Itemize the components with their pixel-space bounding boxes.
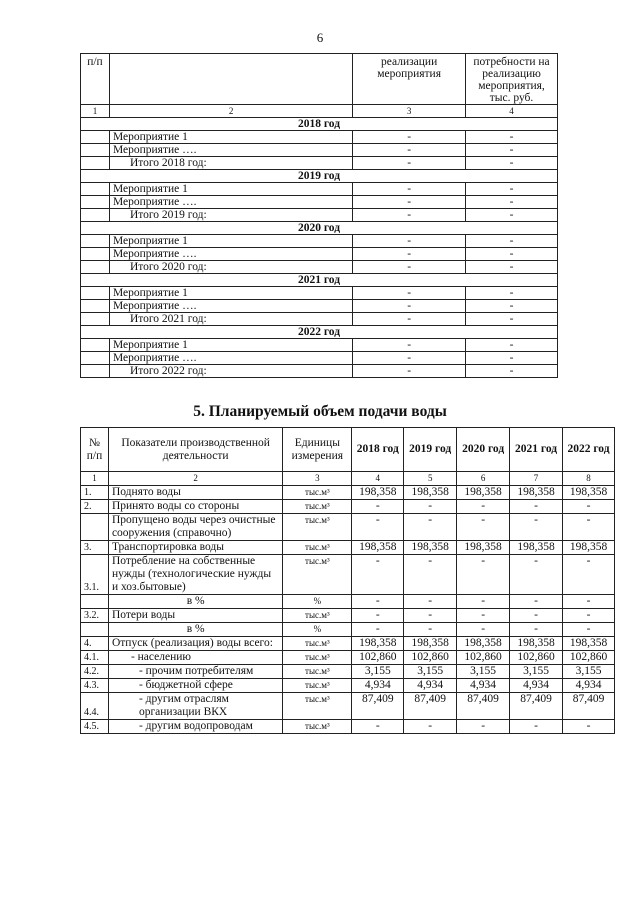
year-value: - xyxy=(563,720,615,734)
row-number xyxy=(81,595,109,609)
year-value: - xyxy=(352,720,404,734)
indicator-row xyxy=(81,595,615,609)
event-needs-value: - xyxy=(466,339,558,352)
indicator-row xyxy=(81,486,615,500)
year-value: - xyxy=(457,720,510,734)
indicator-name: Поднято воды xyxy=(108,486,282,500)
year-value: - xyxy=(352,514,404,541)
year-label: 2021 год xyxy=(81,274,558,287)
row-number: 4. xyxy=(81,637,109,651)
event-name: Мероприятие 1 xyxy=(109,131,352,144)
year-value: 198,358 xyxy=(457,541,510,555)
year-value: 87,409 xyxy=(352,693,404,720)
year-value: - xyxy=(457,623,510,637)
year-group-header xyxy=(81,274,558,287)
header-year: 2021 год xyxy=(510,428,563,472)
year-group-header xyxy=(81,326,558,339)
event-row xyxy=(81,300,558,313)
event-row xyxy=(81,313,558,326)
year-label: 2022 год xyxy=(81,326,558,339)
indicator-name: - бюджетной сфере xyxy=(108,679,282,693)
unit-cell: тыс.м³ xyxy=(283,637,352,651)
year-value: - xyxy=(457,555,510,595)
events-table xyxy=(80,53,558,378)
unit-cell: тыс.м³ xyxy=(283,514,352,541)
numbering-cell: 4 xyxy=(352,472,404,486)
event-row xyxy=(81,339,558,352)
event-name: Мероприятие …. xyxy=(109,300,352,313)
year-value: - xyxy=(510,595,563,609)
indicator-name: - населению xyxy=(108,651,282,665)
event-num-cell xyxy=(81,339,110,352)
numbering-cell: 1 xyxy=(81,472,109,486)
indicator-row xyxy=(81,541,615,555)
indicator-name: Потребление на собственные нужды (технологические нужды и хоз.бытовые) xyxy=(108,555,282,595)
indicator-row xyxy=(81,637,615,651)
row-number: 4.5. xyxy=(81,720,109,734)
year-group-header xyxy=(81,170,558,183)
event-needs-value: - xyxy=(466,248,558,261)
year-value: 4,934 xyxy=(404,679,457,693)
event-name: Мероприятие 1 xyxy=(109,287,352,300)
unit-cell: тыс.м³ xyxy=(283,555,352,595)
unit-cell: тыс.м³ xyxy=(283,609,352,623)
event-num-cell xyxy=(81,196,110,209)
year-value: 198,358 xyxy=(404,637,457,651)
event-row xyxy=(81,287,558,300)
event-realization-value: - xyxy=(353,209,466,222)
year-value: - xyxy=(404,609,457,623)
year-value: - xyxy=(457,500,510,514)
event-row xyxy=(81,235,558,248)
event-row xyxy=(81,131,558,144)
event-num-cell xyxy=(81,183,110,196)
event-num-cell xyxy=(81,261,110,274)
indicator-row xyxy=(81,720,615,734)
numbering-cell: 5 xyxy=(404,472,457,486)
numbering-cell: 8 xyxy=(563,472,615,486)
event-row xyxy=(81,209,558,222)
row-number: 4.2. xyxy=(81,665,109,679)
unit-cell: тыс.м³ xyxy=(283,541,352,555)
year-value: 102,860 xyxy=(510,651,563,665)
year-value: - xyxy=(563,514,615,541)
year-value: - xyxy=(457,514,510,541)
water-table-header xyxy=(81,428,615,472)
section-title: 5. Планируемый объем подачи воды xyxy=(193,403,447,420)
event-num-cell xyxy=(81,365,110,378)
header-year: 2019 год xyxy=(404,428,457,472)
indicator-name: Отпуск (реализация) воды всего: xyxy=(108,637,282,651)
row-number: 3. xyxy=(81,541,109,555)
unit-cell: % xyxy=(283,623,352,637)
numbering-cell: 2 xyxy=(108,472,282,486)
indicator-name: в % xyxy=(108,595,282,609)
event-realization-value: - xyxy=(353,248,466,261)
event-name: Мероприятие …. xyxy=(109,144,352,157)
year-value: 102,860 xyxy=(352,651,404,665)
page-number: 6 xyxy=(316,30,324,45)
year-value: 87,409 xyxy=(510,693,563,720)
event-name: Итого 2021 год: xyxy=(109,313,352,326)
event-name: Итого 2020 год: xyxy=(109,261,352,274)
water-supply-table xyxy=(80,427,615,734)
header-year: 2018 год xyxy=(352,428,404,472)
event-num-cell xyxy=(81,352,110,365)
event-row xyxy=(81,183,558,196)
event-needs-value: - xyxy=(466,352,558,365)
unit-cell: тыс.м³ xyxy=(283,693,352,720)
event-num-cell xyxy=(81,157,110,170)
row-number xyxy=(81,623,109,637)
event-row xyxy=(81,144,558,157)
event-num-cell xyxy=(81,209,110,222)
event-needs-value: - xyxy=(466,313,558,326)
indicator-row xyxy=(81,665,615,679)
year-value: - xyxy=(404,555,457,595)
row-number xyxy=(81,514,109,541)
row-number: 4.4. xyxy=(81,693,109,720)
indicator-row xyxy=(81,514,615,541)
unit-cell: тыс.м³ xyxy=(283,665,352,679)
year-value: 87,409 xyxy=(404,693,457,720)
event-name: Итого 2022 год: xyxy=(109,365,352,378)
header-col-realization: реализации мероприятия xyxy=(353,54,466,105)
header-col-num: п/п xyxy=(81,54,110,105)
water-table-numbering xyxy=(81,472,615,486)
indicator-name: - другим отраслям организации ВКХ xyxy=(108,693,282,720)
year-value: 102,860 xyxy=(563,651,615,665)
event-needs-value: - xyxy=(466,209,558,222)
year-value: 198,358 xyxy=(404,541,457,555)
event-realization-value: - xyxy=(353,144,466,157)
indicator-row xyxy=(81,555,615,595)
indicator-row xyxy=(81,693,615,720)
event-needs-value: - xyxy=(466,157,558,170)
indicator-name: - прочим потребителям xyxy=(108,665,282,679)
event-realization-value: - xyxy=(353,196,466,209)
year-value: - xyxy=(404,514,457,541)
year-label: 2019 год xyxy=(81,170,558,183)
numbering-cell: 4 xyxy=(466,105,558,118)
year-value: 3,155 xyxy=(352,665,404,679)
event-realization-value: - xyxy=(353,365,466,378)
unit-cell: тыс.м³ xyxy=(283,651,352,665)
year-value: 4,934 xyxy=(352,679,404,693)
event-num-cell xyxy=(81,313,110,326)
indicator-name: - другим водопроводам xyxy=(108,720,282,734)
header-year: 2020 год xyxy=(457,428,510,472)
unit-cell: % xyxy=(283,595,352,609)
year-value: - xyxy=(352,555,404,595)
year-value: 198,358 xyxy=(352,637,404,651)
event-num-cell xyxy=(81,144,110,157)
row-number: 2. xyxy=(81,500,109,514)
events-table-header xyxy=(81,54,558,105)
header-year: 2022 год xyxy=(563,428,615,472)
event-row xyxy=(81,365,558,378)
year-value: 198,358 xyxy=(510,637,563,651)
event-needs-value: - xyxy=(466,261,558,274)
year-value: 3,155 xyxy=(510,665,563,679)
event-row xyxy=(81,248,558,261)
event-realization-value: - xyxy=(353,287,466,300)
year-value: 87,409 xyxy=(563,693,615,720)
event-num-cell xyxy=(81,300,110,313)
year-value: 4,934 xyxy=(563,679,615,693)
event-row xyxy=(81,352,558,365)
year-value: - xyxy=(510,500,563,514)
year-group-header xyxy=(81,222,558,235)
event-name: Итого 2018 год: xyxy=(109,157,352,170)
year-value: - xyxy=(510,514,563,541)
event-name: Мероприятие …. xyxy=(109,352,352,365)
year-value: - xyxy=(563,555,615,595)
year-value: 198,358 xyxy=(457,637,510,651)
indicator-row xyxy=(81,609,615,623)
event-name: Итого 2019 год: xyxy=(109,209,352,222)
event-needs-value: - xyxy=(466,131,558,144)
event-realization-value: - xyxy=(353,339,466,352)
event-needs-value: - xyxy=(466,235,558,248)
year-value: 3,155 xyxy=(563,665,615,679)
year-value: - xyxy=(404,720,457,734)
event-realization-value: - xyxy=(353,313,466,326)
event-num-cell xyxy=(81,235,110,248)
unit-cell: тыс.м³ xyxy=(283,500,352,514)
indicator-name: Потери воды xyxy=(108,609,282,623)
row-number: 3.1. xyxy=(81,555,109,595)
event-realization-value: - xyxy=(353,235,466,248)
event-num-cell xyxy=(81,248,110,261)
year-value: - xyxy=(563,609,615,623)
row-number: 3.2. xyxy=(81,609,109,623)
numbering-cell: 1 xyxy=(81,105,110,118)
year-value: - xyxy=(510,720,563,734)
event-name: Мероприятие 1 xyxy=(109,183,352,196)
indicator-row xyxy=(81,623,615,637)
indicator-name: Пропущено воды через очистные сооружения (справочно) xyxy=(108,514,282,541)
event-realization-value: - xyxy=(353,157,466,170)
year-label: 2018 год xyxy=(81,118,558,131)
year-value: - xyxy=(510,555,563,595)
row-number: 1. xyxy=(81,486,109,500)
header-num: № п/п xyxy=(81,428,109,472)
unit-cell: тыс.м³ xyxy=(283,720,352,734)
year-value: 198,358 xyxy=(563,541,615,555)
year-label: 2020 год xyxy=(81,222,558,235)
numbering-cell: 7 xyxy=(510,472,563,486)
year-value: 198,358 xyxy=(510,486,563,500)
numbering-cell: 6 xyxy=(457,472,510,486)
year-value: - xyxy=(563,623,615,637)
event-num-cell xyxy=(81,131,110,144)
year-value: 198,358 xyxy=(404,486,457,500)
year-group-header xyxy=(81,118,558,131)
event-realization-value: - xyxy=(353,300,466,313)
year-value: - xyxy=(404,623,457,637)
header-col-name xyxy=(109,54,352,105)
numbering-cell: 3 xyxy=(353,105,466,118)
year-value: 198,358 xyxy=(510,541,563,555)
event-name: Мероприятие 1 xyxy=(109,235,352,248)
numbering-cell: 2 xyxy=(109,105,352,118)
year-value: 3,155 xyxy=(404,665,457,679)
event-needs-value: - xyxy=(466,300,558,313)
unit-cell: тыс.м³ xyxy=(283,679,352,693)
event-realization-value: - xyxy=(353,352,466,365)
year-value: 198,358 xyxy=(352,541,404,555)
year-value: - xyxy=(352,500,404,514)
event-needs-value: - xyxy=(466,144,558,157)
year-value: - xyxy=(457,609,510,623)
event-needs-value: - xyxy=(466,287,558,300)
year-value: - xyxy=(563,500,615,514)
year-value: - xyxy=(404,500,457,514)
year-value: 87,409 xyxy=(457,693,510,720)
event-num-cell xyxy=(81,287,110,300)
year-value: - xyxy=(510,623,563,637)
year-value: - xyxy=(352,595,404,609)
year-value: 3,155 xyxy=(457,665,510,679)
event-realization-value: - xyxy=(353,183,466,196)
event-realization-value: - xyxy=(353,261,466,274)
year-value: 198,358 xyxy=(563,486,615,500)
year-value: - xyxy=(457,595,510,609)
unit-cell: тыс.м³ xyxy=(283,486,352,500)
event-row xyxy=(81,261,558,274)
event-name: Мероприятие …. xyxy=(109,196,352,209)
event-needs-value: - xyxy=(466,183,558,196)
year-value: - xyxy=(404,595,457,609)
year-value: - xyxy=(352,609,404,623)
indicator-row xyxy=(81,679,615,693)
indicator-name: в % xyxy=(108,623,282,637)
header-indicator: Показатели производственной деятельности xyxy=(108,428,282,472)
event-name: Мероприятие …. xyxy=(109,248,352,261)
numbering-cell: 3 xyxy=(283,472,352,486)
event-name: Мероприятие 1 xyxy=(109,339,352,352)
year-value: 198,358 xyxy=(457,486,510,500)
year-value: 102,860 xyxy=(404,651,457,665)
indicator-name: Транспортировка воды xyxy=(108,541,282,555)
header-col-needs: потребности на реализацию мероприятия, тыс. руб. xyxy=(466,54,558,105)
year-value: 198,358 xyxy=(352,486,404,500)
event-needs-value: - xyxy=(466,365,558,378)
row-number: 4.1. xyxy=(81,651,109,665)
row-number: 4.3. xyxy=(81,679,109,693)
year-value: 102,860 xyxy=(457,651,510,665)
year-value: 198,358 xyxy=(563,637,615,651)
year-value: - xyxy=(352,623,404,637)
year-value: - xyxy=(563,595,615,609)
indicator-row xyxy=(81,500,615,514)
event-row xyxy=(81,196,558,209)
event-realization-value: - xyxy=(353,131,466,144)
year-value: 4,934 xyxy=(457,679,510,693)
indicator-row xyxy=(81,651,615,665)
year-value: 4,934 xyxy=(510,679,563,693)
events-table-numbering xyxy=(81,105,558,118)
event-needs-value: - xyxy=(466,196,558,209)
year-value: - xyxy=(510,609,563,623)
event-row xyxy=(81,157,558,170)
indicator-name: Принято воды со стороны xyxy=(108,500,282,514)
header-unit: Единицы измерения xyxy=(283,428,352,472)
